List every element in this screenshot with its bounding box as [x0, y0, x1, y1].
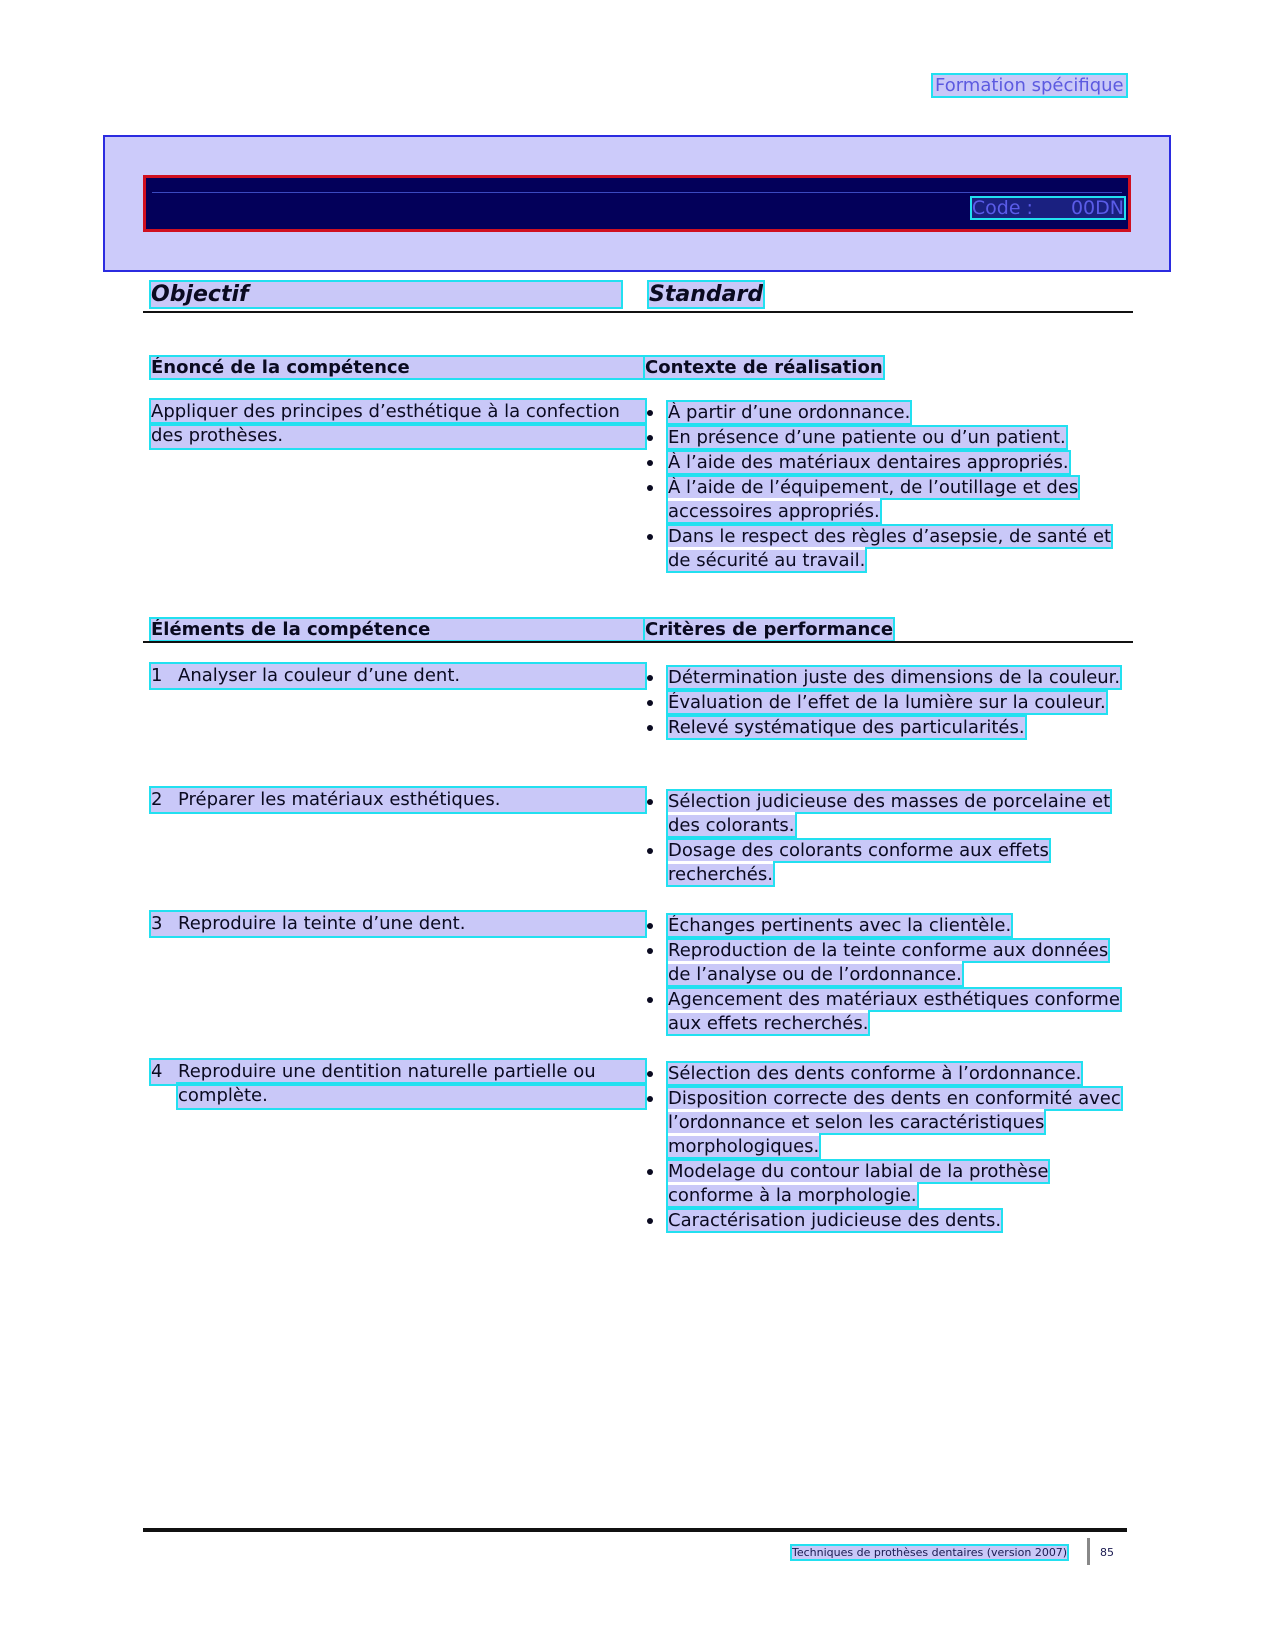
list-item: En présence d’une patiente ou d’un patient.: [645, 426, 1125, 450]
code-value: 00DN: [1070, 197, 1124, 219]
list-item: À partir d’une ordonnance.: [645, 401, 1125, 425]
criteria-list-2: [645, 790, 1125, 888]
document-header-label: Formation spécifique: [935, 75, 1124, 96]
element-text-continued: complète.: [178, 1084, 645, 1108]
criteria-list-3: [645, 914, 1125, 1037]
column-heading-objectif: Objectif: [151, 282, 621, 307]
criteria-list-1: [645, 666, 1125, 741]
section-rule: [143, 641, 1133, 643]
heading-rule: [143, 311, 1133, 313]
element-number: 2: [151, 789, 163, 810]
context-list: [645, 401, 1125, 574]
list-item: Évaluation de l’effet de la lumière sur la couleur.: [645, 691, 1125, 715]
competency-statement-line2: des prothèses.: [151, 424, 645, 448]
element-number: 3: [151, 913, 163, 934]
list-item: Détermination juste des dimensions de la couleur.: [645, 666, 1125, 690]
list-item: Sélection des dents conforme à l’ordonnance.: [645, 1062, 1125, 1086]
context-heading: Contexte de réalisation: [645, 357, 883, 378]
list-item: Caractérisation judicieuse des dents.: [645, 1209, 1125, 1233]
criteria-heading: Critères de performance: [645, 619, 894, 640]
page-number: 85: [1100, 1546, 1114, 1559]
footer-separator: [1087, 1538, 1090, 1565]
element-text: Reproduire une dentition naturelle partielle ou: [178, 1061, 596, 1082]
competency-element-3: [151, 912, 645, 936]
list-item: Disposition correcte des dents en conformité avec l’ordonnance et selon les caractéristiques morphologiques.: [645, 1087, 1125, 1159]
element-number: 1: [151, 665, 163, 686]
list-item: Sélection judicieuse des masses de porcelaine et des colorants.: [645, 790, 1125, 838]
list-item: Échanges pertinents avec la clientèle.: [645, 914, 1125, 938]
competency-statement: [151, 400, 645, 448]
code-label: Code :: [971, 197, 1033, 219]
list-item: Relevé systématique des particularités.: [645, 716, 1125, 740]
competency-element-1: [151, 664, 645, 688]
competency-element-2: [151, 788, 645, 812]
list-item: À l’aide des matériaux dentaires appropriés.: [645, 451, 1125, 475]
competency-element-4: [151, 1060, 611, 1108]
competency-statement-line1: Appliquer des principes d’esthétique à la confection: [151, 400, 645, 424]
column-heading-standard: Standard: [649, 282, 764, 307]
list-item: Dosage des colorants conforme aux effets recherchés.: [645, 839, 1125, 887]
element-text: Reproduire la teinte d’une dent.: [178, 913, 466, 934]
footer-text: Techniques de prothèses dentaires (version 2007): [792, 1546, 1068, 1559]
statement-heading: Énoncé de la compétence: [151, 357, 645, 378]
criteria-list-4: [645, 1062, 1125, 1234]
title-banner-inner: [143, 175, 1131, 232]
element-text: Préparer les matériaux esthétiques.: [178, 789, 501, 810]
element-text: Analyser la couleur d’une dent.: [178, 665, 461, 686]
footer-rule: [143, 1528, 1127, 1532]
competency-code: [972, 198, 1124, 218]
banner-rule: [152, 192, 1122, 193]
list-item: Agencement des matériaux esthétiques conforme aux effets recherchés.: [645, 988, 1125, 1036]
list-item: À l’aide de l’équipement, de l’outillage et des accessoires appropriés.: [645, 476, 1125, 524]
list-item: Modelage du contour labial de la prothèse conforme à la morphologie.: [645, 1160, 1125, 1208]
elements-heading: Éléments de la compétence: [151, 619, 645, 640]
element-number: 4: [151, 1061, 163, 1082]
list-item: Reproduction de la teinte conforme aux données de l’analyse ou de l’ordonnance.: [645, 939, 1125, 987]
list-item: Dans le respect des règles d’asepsie, de santé et de sécurité au travail.: [645, 525, 1125, 573]
title-banner: [103, 135, 1171, 272]
